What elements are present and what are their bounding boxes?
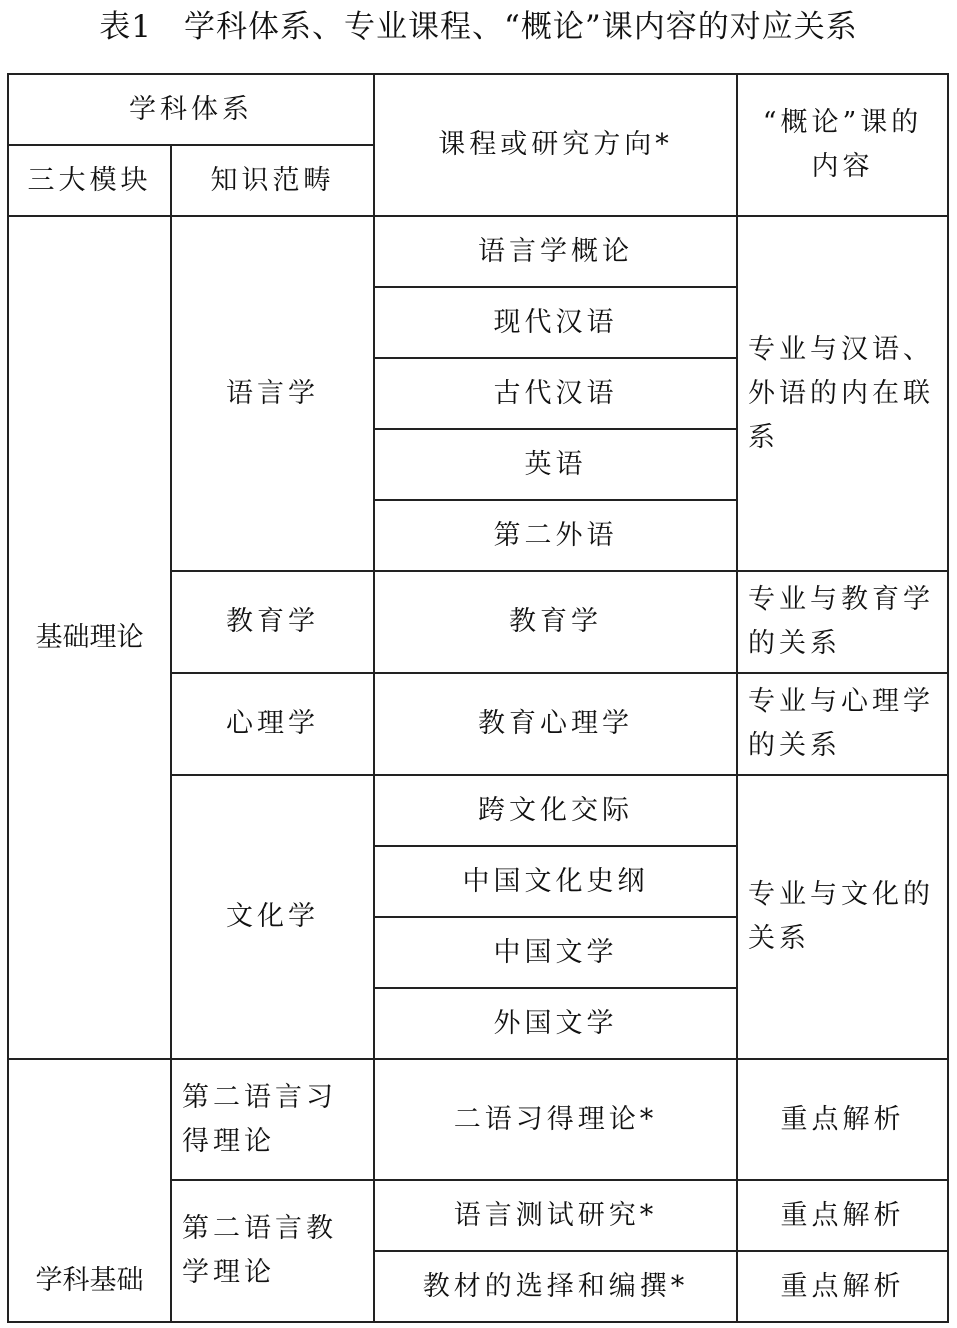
content-cell: 专业与教育学的关系 <box>737 571 948 673</box>
category-sla-theory: 第二语言习得理论 <box>171 1059 374 1180</box>
course-cell: 外国文学 <box>374 988 737 1059</box>
course-cell: 语言测试研究* <box>374 1180 737 1251</box>
header-category: 知识范畴 <box>171 145 374 216</box>
course-cell: 中国文化史纲 <box>374 846 737 917</box>
course-cell: 现代汉语 <box>374 287 737 358</box>
course-cell: 中国文学 <box>374 917 737 988</box>
category-psychology: 心理学 <box>171 673 374 775</box>
course-cell: 跨文化交际 <box>374 775 737 846</box>
content-cell: 重点解析 <box>737 1059 948 1180</box>
header-module: 三大模块 <box>8 145 171 216</box>
course-cell: 语言学概论 <box>374 216 737 287</box>
header-discipline-system: 学科体系 <box>8 74 374 145</box>
module-discipline-foundation: 学科基础 <box>8 1059 171 1322</box>
table-title: 表1 学科体系、专业课程、“概论”课内容的对应关系 <box>99 9 858 45</box>
content-cell: 专业与汉语、外语的内在联系 <box>737 216 948 571</box>
course-cell: 古代汉语 <box>374 358 737 429</box>
correspondence-table <box>7 73 949 1323</box>
content-cell: 重点解析 <box>737 1180 948 1251</box>
content-cell: 重点解析 <box>737 1251 948 1322</box>
course-cell: 英语 <box>374 429 737 500</box>
category-culture: 文化学 <box>171 775 374 1059</box>
content-cell: 专业与文化的关系 <box>737 775 948 1059</box>
course-cell: 二语习得理论* <box>374 1059 737 1180</box>
content-cell: 专业与心理学的关系 <box>737 673 948 775</box>
course-cell: 教育心理学 <box>374 673 737 775</box>
category-sl-teaching-theory: 第二语言教学理论 <box>171 1180 374 1322</box>
course-cell: 教育学 <box>374 571 737 673</box>
header-course: 课程或研究方向* <box>374 74 737 216</box>
category-linguistics: 语言学 <box>171 216 374 571</box>
course-cell: 第二外语 <box>374 500 737 571</box>
course-cell: 教材的选择和编撰* <box>374 1251 737 1322</box>
category-pedagogy: 教育学 <box>171 571 374 673</box>
module-basic-theory: 基础理论 <box>8 216 171 1059</box>
header-intro-content: “概论”课的内容 <box>737 74 948 216</box>
